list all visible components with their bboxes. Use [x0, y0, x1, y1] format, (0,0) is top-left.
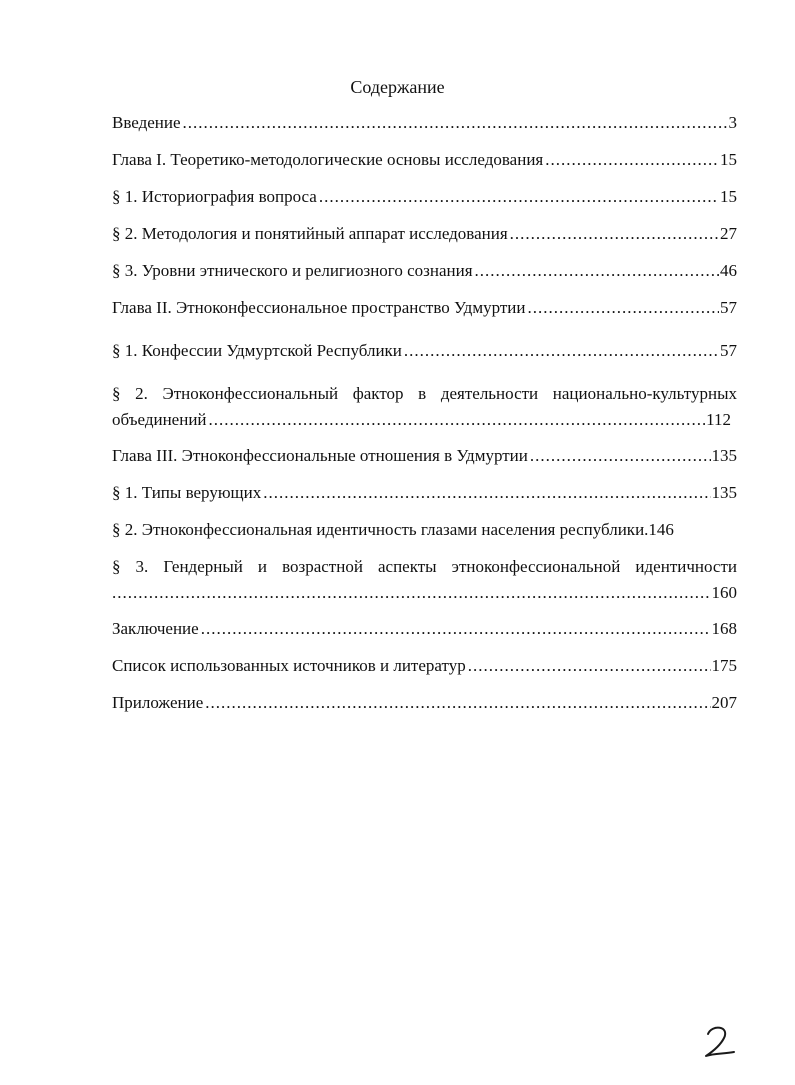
toc-entry-ch1-sec1[interactable] [112, 184, 737, 210]
toc-entry-ch3-sec3[interactable] [112, 554, 737, 606]
toc-entry-label: § 1. Историография вопроса [112, 187, 317, 206]
toc-entry-introduction[interactable] [112, 110, 737, 136]
toc-entry-label: Глава II. Этноконфессиональное пространство Удмуртии [112, 298, 526, 317]
toc-entry-page: 168 [711, 619, 737, 638]
toc-entry-chapter-2[interactable] [112, 295, 737, 321]
leader-dots [545, 147, 719, 173]
toc-entry-ch1-sec2[interactable] [112, 221, 737, 247]
toc-entry-label: Заключение [112, 619, 199, 638]
leader-dots [112, 580, 711, 606]
leader-dots [183, 110, 728, 136]
leader-dots [510, 221, 719, 247]
toc-entry-page: 135 [711, 446, 737, 465]
toc-entry-page: 3 [728, 113, 737, 132]
leader-dots [209, 407, 706, 433]
leader-dots [205, 690, 710, 716]
toc-entry-label-line2: объединений [112, 410, 207, 429]
leader-dots [530, 443, 711, 469]
leader-dots [263, 480, 710, 506]
toc-entry-conclusion[interactable] [112, 616, 737, 642]
toc-entry-page: 57 [720, 341, 737, 360]
toc-entry-page: 15 [720, 187, 737, 206]
toc-entry-label: Глава I. Теоретико-методологические основы исследования [112, 150, 544, 169]
toc-entry-ch3-sec1[interactable] [112, 480, 737, 506]
toc-entry-page: 46 [720, 261, 737, 280]
leader-dots [201, 616, 711, 642]
toc-entry-label-line1: § 3. Гендерный и возрастной аспекты этноконфессиональной идентичности [112, 557, 737, 576]
toc-entry-label: § 2. Методология и понятийный аппарат исследования [112, 224, 508, 243]
toc-entry-chapter-3[interactable] [112, 443, 737, 469]
toc-entry-page: 146 [648, 520, 674, 539]
toc-entry-label: Приложение [112, 693, 204, 712]
leader-dots [475, 258, 719, 284]
toc-entry-label: § 2. Этноконфессиональная идентичность глазами населения республики. [112, 520, 649, 539]
toc-entry-label: § 1. Конфессии Удмуртской Республики [112, 341, 402, 360]
page-title: Содержание [350, 77, 445, 97]
leader-dots [404, 338, 719, 364]
leader-dots [528, 295, 720, 321]
toc-entry-ch2-sec2[interactable] [112, 381, 737, 433]
toc-entry-page: 160 [711, 583, 737, 602]
leader-dots [319, 184, 719, 210]
toc-entry-appendix[interactable] [112, 690, 737, 716]
toc-entry-chapter-1[interactable] [112, 147, 737, 173]
toc-entry-label: § 3. Уровни этнического и религиозного сознания [112, 261, 473, 280]
toc-entry-page: 15 [720, 150, 737, 169]
leader-dots [468, 653, 711, 679]
toc-entry-ch2-sec1[interactable] [112, 338, 737, 364]
toc-entry-label: § 1. Типы верующих [112, 483, 262, 502]
toc-entry-label: Список использованных источников и литератур [112, 656, 466, 675]
toc-entry-page: 175 [711, 656, 737, 675]
toc-entry-label-line1: § 2. Этноконфессиональный фактор в деятельности национально-культурных [112, 384, 737, 403]
toc-entry-page: 27 [720, 224, 737, 243]
toc-entry-label: Глава III. Этноконфессиональные отношения в Удмуртии [112, 446, 528, 465]
toc-entry-page: 135 [711, 483, 737, 502]
toc-entry-references[interactable] [112, 653, 737, 679]
toc-entry-page: 207 [711, 693, 737, 712]
toc-entry-ch3-sec2[interactable] [112, 517, 737, 543]
toc-entry-label: Введение [112, 113, 181, 132]
toc-entry-page: 57 [720, 298, 737, 317]
toc-entry-page: 112 [706, 410, 731, 429]
toc-entry-ch1-sec3[interactable] [112, 258, 737, 284]
handwritten-page-number [700, 1022, 740, 1062]
